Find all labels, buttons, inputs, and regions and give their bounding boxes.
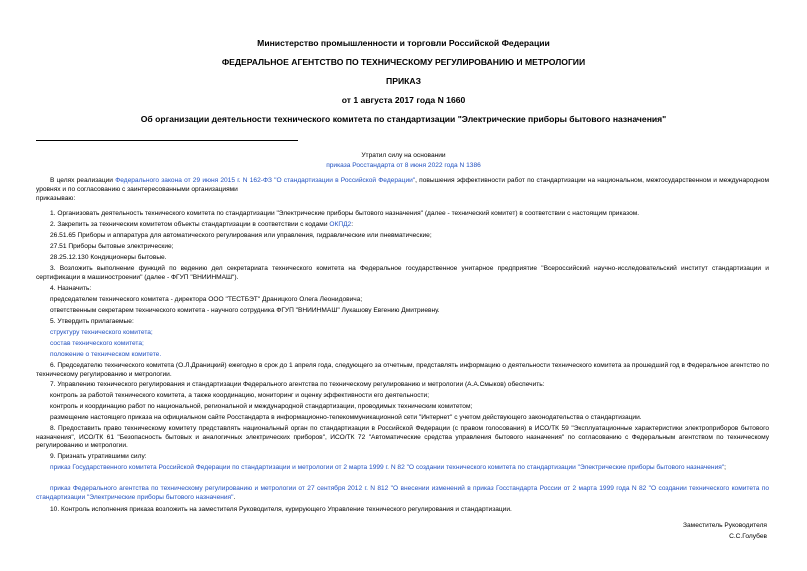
ministry-heading: Министерство промышленности и торговли Российской Федерации [257, 38, 550, 48]
signatory-position: Заместитель Руководителя [683, 522, 767, 529]
item-10: 10. Контроль исполнения приказа возложить на заместителя Руководителя, курирующего Управление технического регулирования и стандартизации. [50, 506, 512, 513]
doc-type-heading: ПРИКАЗ [386, 76, 421, 86]
item-2-code-2: 27.51 Приборы бытовые электрические; [50, 243, 174, 250]
item-8: 8. Предоставить право техническому комитету представлять национальный орган по стандартизации в Российской Федерации (с правом голосования) в ИСО/ТК 59 "Эксплуатационные характеристики электроприборов бытового назначения", ИСО/ТК 61 "Безопасность бытовых и аналогичных электрических приборов", ИСО/ТК 72 "Автоматические средства управления бытового назначения" по согласованию с Федеральным агентством по техническому регулированию и метрологии. [36, 425, 769, 450]
item-2-code-3: 28.25.12.130 Кондиционеры бытовые. [50, 254, 167, 261]
item-1: 1. Организовать деятельность технического комитета по стандартизации "Электрические приборы бытового назначения" (далее - технический комитет) в соответствии с настоящим приказом. [50, 210, 640, 217]
okpd2-link[interactable]: ОКПД2 [329, 221, 352, 228]
committee-regulation-link[interactable]: положение о техническом комитете. [50, 351, 162, 358]
item-4-secretary: ответственным секретарем технического комитета - научного сотрудника ФГУП "ВНИИНМАШ" Лукашову Евгению Дмитриевну. [50, 307, 440, 314]
item-7-publication: размещение настоящего приказа на официальном сайте Росстандарта в информационно-телекоммуникационной сети "Интернет" с учетом действующего законодательства о стандартизации. [50, 414, 642, 421]
item-7: 7. Управлению технического регулирования и стандартизации Федерального агентства по техническому регулированию и метрологии (А.А.Смыков) обеспечить: [50, 381, 545, 388]
item-2-text: 2. Закрепить за техническим комитетом объекты стандартизации в соответствии с кодами [50, 221, 330, 228]
item-4-chairman: председателем технического комитета - директора ООО "ТЕСТБЭТ" Драницкого Олега Леонидовича; [50, 296, 363, 303]
committee-structure-link[interactable]: структуру технического комитета; [50, 329, 153, 336]
item-6: 6. Председателю технического комитета (О.Л.Драницкий) ежегодно в срок до 1 апреля года, следующего за отчетным, представлять информацию о деятельности технического комитета за прошедший год в Федеральное агентство по техническому регулированию и метрологии. [36, 362, 769, 378]
item-9-order-1-tail: ; [724, 464, 727, 471]
item-9-order-2-tail: . [233, 493, 236, 501]
preamble-paragraph [36, 177, 769, 194]
item-5: 5. Утвердить прилагаемые: [50, 318, 134, 325]
preamble-text: В целях реализации [50, 177, 116, 184]
item-2-colon: : [351, 221, 354, 228]
committee-composition-link[interactable]: состав технического комитета; [50, 340, 144, 347]
item-9: 9. Признать утратившими силу: [50, 453, 147, 460]
item-2-code-1: 26.51.65 Приборы и аппаратура для автоматического регулирования или управления, гидравлические или пневматические; [50, 232, 432, 239]
order-verb: приказываю: [36, 195, 76, 202]
item-7-coordination: контроль и координацию работ по национальной, региональной и международной стандартизации, проводимых техническим комитетом; [50, 403, 473, 410]
order-2012-link[interactable]: приказ Федерального агентства по техническому регулированию и метрологии от 27 сентября 2012 г. N 812 "О внесении изменений в приказ Госстандарта России от 2 марта 1999 года N 82 "О создании технического комитета по стандартизации "Электрические приборы бытового назначения" [36, 485, 769, 501]
divider [36, 140, 298, 141]
order-1999-link[interactable]: приказ Государственного комитета Российской Федерации по стандартизации и метрологии от 2 марта 1999 г. N 82 "О создании технического комитета по стандартизации "Электрические приборы бытового назначения" [50, 464, 725, 471]
item-7-control: контроль за работой технического комитета, а также координацию, мониторинг и оценку эффективности его деятельности; [50, 392, 430, 399]
item-9-order-2 [36, 485, 769, 502]
repeal-order-link[interactable]: приказа Росстандарта от 8 июня 2022 года N 1386 [326, 162, 481, 169]
item-9-order-1 [36, 464, 769, 473]
item-3: 3. Возложить выполнение функций по ведению дел секретариата технического комитета на Федеральное государственное унитарное предприятие "Всероссийский научно-исследовательский институт стандартизации и сертификации в машиностроении" (далее - ФГУП "ВНИИНМАШ"). [36, 265, 769, 281]
status-note: Утратил силу на основании [361, 152, 446, 159]
date-number-heading: от 1 августа 2017 года N 1660 [341, 95, 466, 105]
item-4: 4. Назначить: [50, 285, 92, 292]
item-2 [50, 221, 353, 228]
federal-law-link[interactable]: Федерального закона от 29 июня 2015 г. N 162-ФЗ "О стандартизации в Российской Федерации" [115, 177, 416, 184]
document-title: Об организации деятельности технического комитета по стандартизации "Электрические приборы бытового назначения" [140, 114, 667, 124]
preamble-text-2: , повышения эффективности работ по стандартизации на национальном, межгосударственном и международном уровнях и по согласованию с заинтересованными организациями [36, 177, 770, 193]
agency-heading: ФЕДЕРАЛЬНОЕ АГЕНТСТВО ПО ТЕХНИЧЕСКОМУ РЕГУЛИРОВАНИЮ И МЕТРОЛОГИИ [221, 57, 586, 67]
signatory-name: С.С.Голубев [729, 533, 767, 540]
